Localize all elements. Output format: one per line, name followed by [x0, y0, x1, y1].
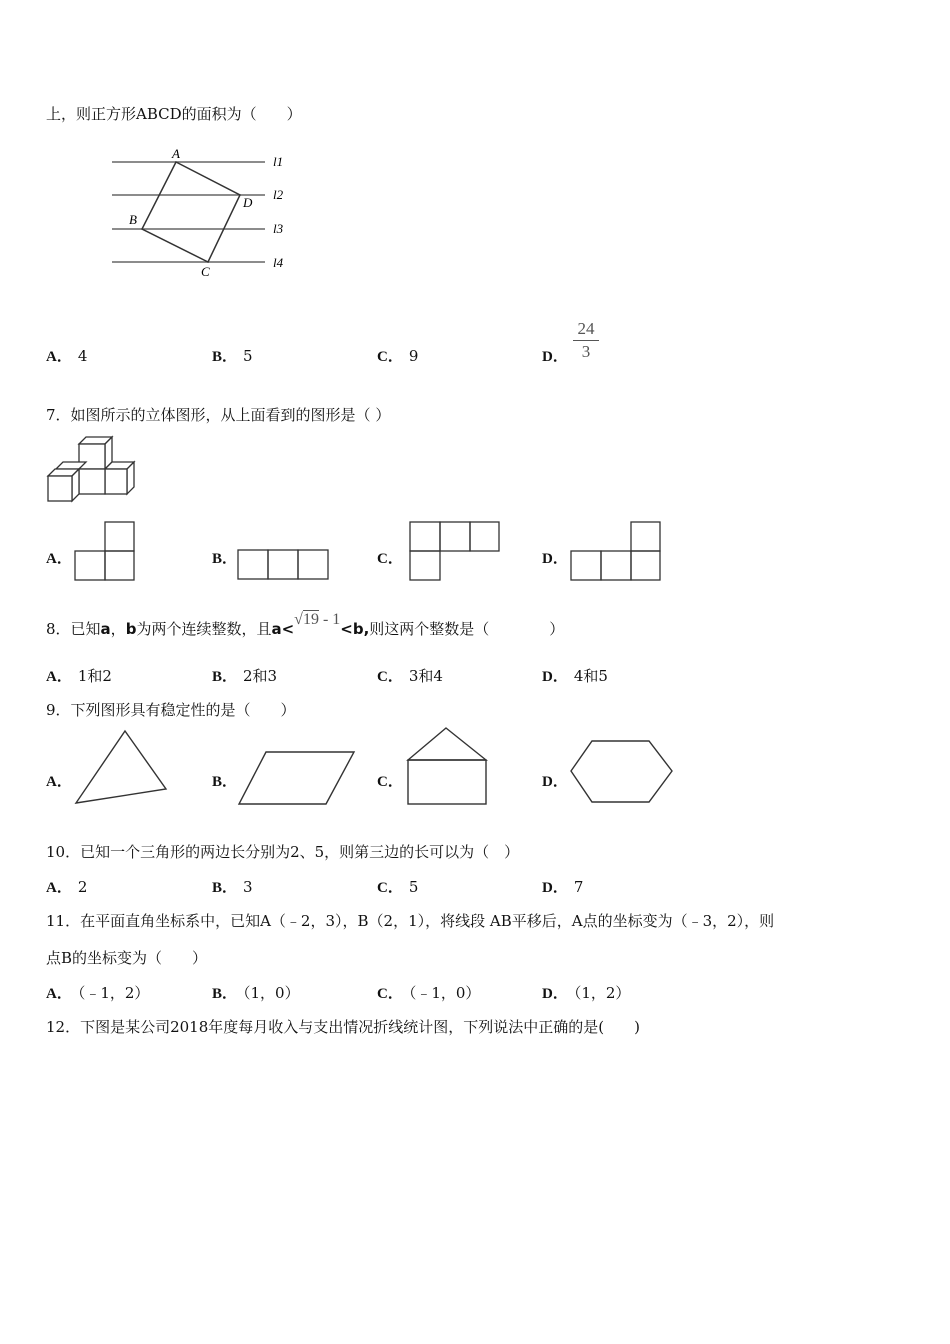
q7-option-c[interactable]: C． [377, 551, 403, 567]
q8-option-a[interactable]: A． 1和2 [46, 667, 112, 685]
q6-option-b[interactable]: B． 5 [212, 347, 253, 365]
q9-option-b[interactable]: B． [212, 774, 238, 790]
q11-option-c[interactable]: C． （﹣1，0） [377, 984, 481, 1002]
q10-option-a[interactable]: A． 2 [46, 878, 88, 896]
q10-option-b[interactable]: B． 3 [212, 878, 253, 896]
q7-option-c-figure[interactable] [409, 521, 501, 581]
q11-stem-line1: 11．在平面直角坐标系中，已知A（﹣2，3），B（2，1），将线段 AB平移后，A点的坐标变为（﹣3，2），则 [46, 912, 775, 930]
q11-option-a[interactable]: A． （﹣1，2） [46, 984, 150, 1002]
q7-stem: 7．如图所示的立体图形，从上面看到的图形是（ ） [46, 406, 391, 424]
q9-house-figure[interactable] [404, 726, 490, 806]
q9-parallelogram-figure[interactable] [236, 749, 358, 807]
fraction-numerator: 24 [577, 319, 595, 338]
q6-stem: 上，则正方形ABCD的面积为（ ） [46, 105, 302, 123]
sqrt-expression: √19 - 1 [294, 611, 341, 628]
q9-option-a[interactable]: A． [46, 774, 72, 790]
label-l3: l3 [273, 221, 284, 236]
q8-option-c[interactable]: C． 3和4 [377, 667, 443, 685]
q9-hexagon-figure[interactable] [569, 739, 675, 805]
q9-triangle-figure[interactable] [72, 728, 170, 806]
fraction-denominator: 3 [581, 342, 591, 361]
q7-option-a[interactable]: A． [46, 551, 72, 567]
q10-option-c[interactable]: C． 5 [377, 878, 419, 896]
q6-option-c[interactable]: C． 9 [377, 347, 419, 365]
q8-stem: 8．已知a，b为两个连续整数，且a<√19 - 1<b,则这两个整数是（ ） [46, 611, 565, 638]
q11-option-d[interactable]: D． （1，2） [542, 984, 631, 1002]
q7-option-d-figure[interactable] [570, 521, 662, 581]
q10-option-d[interactable]: D． 7 [542, 878, 584, 896]
label-C: C [201, 264, 210, 279]
q6-option-d-fraction [573, 319, 599, 362]
label-D: D [243, 195, 253, 210]
label-A: A [172, 146, 180, 161]
q10-stem: 10．已知一个三角形的两边长分别为2、5，则第三边的长可以为（ ） [46, 843, 520, 861]
q8-option-b[interactable]: B． 2和3 [212, 667, 278, 685]
label-l4: l4 [273, 255, 284, 270]
label-l1: l1 [273, 154, 284, 169]
q6-option-a[interactable]: A． 4 [46, 347, 88, 365]
q9-stem: 9．下列图形具有稳定性的是（ ） [46, 701, 296, 719]
label-B: B [129, 212, 137, 227]
q8-option-d[interactable]: D． 4和5 [542, 667, 608, 685]
q11-option-b[interactable]: B． （1，0） [212, 984, 300, 1002]
q9-option-c[interactable]: C． [377, 774, 403, 790]
q12-stem: 12．下图是某公司2018年度每月收入与支出情况折线统计图，下列说法中正确的是( ) [46, 1018, 640, 1036]
label-l2: l2 [273, 187, 284, 202]
sqrt-icon: √ [294, 611, 303, 628]
q7-option-b[interactable]: B． [212, 551, 238, 567]
q7-solid-figure [46, 436, 138, 504]
q7-option-b-figure[interactable] [237, 549, 330, 581]
q7-option-a-figure[interactable] [74, 521, 136, 581]
q6-option-d[interactable]: D． [542, 349, 568, 365]
q7-option-d[interactable]: D． [542, 551, 568, 567]
q11-stem-line2: 点B的坐标变为（ ） [46, 949, 208, 967]
q6-figure [100, 140, 310, 280]
q9-option-d[interactable]: D． [542, 774, 568, 790]
